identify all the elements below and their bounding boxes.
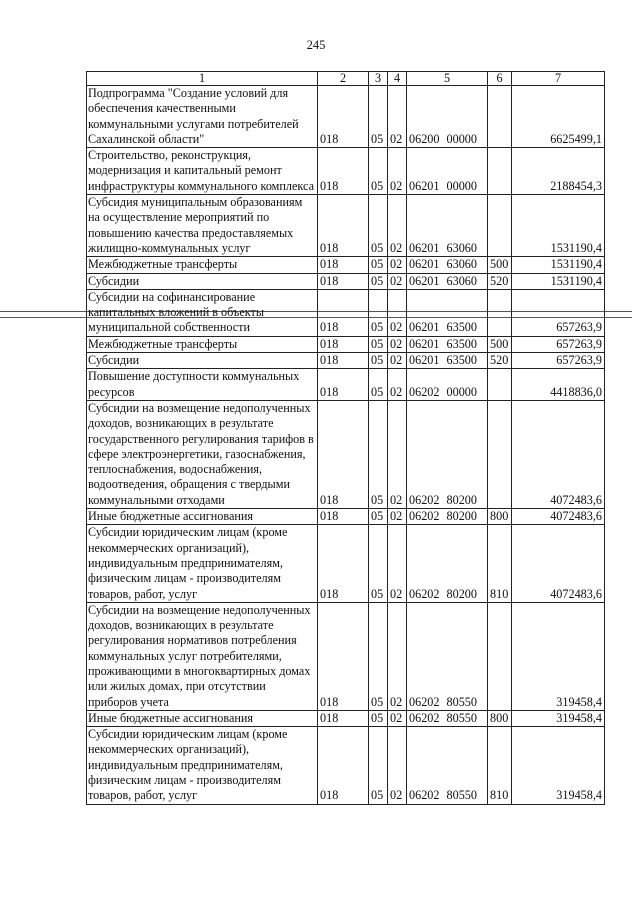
target-article-code: 06202 00000: [407, 369, 488, 401]
subsection-code: 02: [388, 257, 407, 273]
ministry-code: 018: [318, 289, 369, 336]
target-article-code: 06202 80200: [407, 525, 488, 602]
row-name: Иные бюджетные ассигнования: [87, 509, 318, 525]
expense-type-code: 520: [488, 273, 512, 289]
subsection-code: 02: [388, 509, 407, 525]
ministry-code: 018: [318, 336, 369, 352]
amount-value: 6625499,1: [512, 86, 605, 148]
amount-value: 1531190,4: [512, 257, 605, 273]
target-article-code: 06202 80550: [407, 727, 488, 804]
table-row: [87, 257, 605, 273]
section-code: 05: [369, 148, 388, 195]
subsection-code: 02: [388, 400, 407, 508]
subsection-code: 02: [388, 710, 407, 726]
section-code: 05: [369, 525, 388, 602]
row-name: Иные бюджетные ассигнования: [87, 710, 318, 726]
expense-type-code: 810: [488, 727, 512, 804]
subsection-code: 02: [388, 525, 407, 602]
table-row: [87, 195, 605, 257]
row-name: Субсидии на возмещение недополученных доходов, возникающих в результате регулирования нормативов потребления коммунальных услуг потребителями, проживающими в многоквартирных домах или жилых домах, при отсутствии приборов учета: [87, 602, 318, 710]
target-article-code: 06201 63060: [407, 195, 488, 257]
amount-value: 319458,4: [512, 602, 605, 710]
section-code: 05: [369, 509, 388, 525]
target-article-code: 06202 80550: [407, 710, 488, 726]
target-article-code: 06202 80200: [407, 400, 488, 508]
row-name: Субсидии на софинансирование капитальных вложений в объекты муниципальной собственности: [87, 289, 318, 336]
ministry-code: 018: [318, 148, 369, 195]
amount-value: 4418836,0: [512, 369, 605, 401]
table-row: [87, 727, 605, 804]
ministry-code: 018: [318, 353, 369, 369]
amount-value: 657263,9: [512, 289, 605, 336]
section-code: 05: [369, 369, 388, 401]
column-header: 2: [318, 72, 369, 86]
expense-type-code: 810: [488, 525, 512, 602]
ministry-code: 018: [318, 525, 369, 602]
target-article-code: 06202 80550: [407, 602, 488, 710]
expense-type-code: 520: [488, 353, 512, 369]
target-article-code: 06201 63500: [407, 336, 488, 352]
subsection-code: 02: [388, 353, 407, 369]
expense-type-code: [488, 148, 512, 195]
ministry-code: 018: [318, 86, 369, 148]
table-row: [87, 525, 605, 602]
target-article-code: 06201 63500: [407, 353, 488, 369]
table-row: [87, 369, 605, 401]
section-code: 05: [369, 336, 388, 352]
ministry-code: 018: [318, 195, 369, 257]
section-code: 05: [369, 86, 388, 148]
amount-value: 1531190,4: [512, 195, 605, 257]
expense-type-code: 500: [488, 257, 512, 273]
amount-value: 4072483,6: [512, 400, 605, 508]
amount-value: 1531190,4: [512, 273, 605, 289]
ministry-code: 018: [318, 602, 369, 710]
row-name: Межбюджетные трансферты: [87, 336, 318, 352]
table-row: [87, 148, 605, 195]
subsection-code: 02: [388, 289, 407, 336]
row-name: Межбюджетные трансферты: [87, 257, 318, 273]
expense-type-code: [488, 195, 512, 257]
subsection-code: 02: [388, 727, 407, 804]
expense-type-code: [488, 369, 512, 401]
table-row: [87, 710, 605, 726]
column-header: 3: [369, 72, 388, 86]
ministry-code: 018: [318, 257, 369, 273]
section-code: 05: [369, 289, 388, 336]
budget-table: [86, 71, 605, 805]
target-article-code: 06200 00000: [407, 86, 488, 148]
subsection-code: 02: [388, 86, 407, 148]
expense-type-code: [488, 602, 512, 710]
subsection-code: 02: [388, 602, 407, 710]
ministry-code: 018: [318, 727, 369, 804]
row-name: Субсидии: [87, 353, 318, 369]
section-code: 05: [369, 710, 388, 726]
row-name: Строительство, реконструкция, модернизация и капитальный ремонт инфраструктуры коммунального комплекса: [87, 148, 318, 195]
amount-value: 4072483,6: [512, 525, 605, 602]
column-header: 4: [388, 72, 407, 86]
table-row: [87, 289, 605, 336]
section-code: 05: [369, 353, 388, 369]
subsection-code: 02: [388, 195, 407, 257]
row-name: Субсидии: [87, 273, 318, 289]
table-row: [87, 273, 605, 289]
row-name: Подпрограмма "Создание условий для обеспечения качественными коммунальными услугами потребителей Сахалинской области": [87, 86, 318, 148]
section-code: 05: [369, 273, 388, 289]
target-article-code: 06201 63060: [407, 273, 488, 289]
table-row: [87, 336, 605, 352]
amount-value: 657263,9: [512, 336, 605, 352]
expense-type-code: [488, 86, 512, 148]
target-article-code: 06201 00000: [407, 148, 488, 195]
amount-value: 319458,4: [512, 710, 605, 726]
row-name: Субсидия муниципальным образованиям на осуществление мероприятий по повышению качества предоставляемых жилищно-коммунальных услуг: [87, 195, 318, 257]
table-row: [87, 509, 605, 525]
table-row: [87, 86, 605, 148]
target-article-code: 06201 63500: [407, 289, 488, 336]
ministry-code: 018: [318, 273, 369, 289]
table-header-row: [87, 72, 605, 86]
ministry-code: 018: [318, 710, 369, 726]
section-code: 05: [369, 400, 388, 508]
section-code: 05: [369, 602, 388, 710]
column-header: 5: [407, 72, 488, 86]
row-name: Повышение доступности коммунальных ресурсов: [87, 369, 318, 401]
ministry-code: 018: [318, 509, 369, 525]
expense-type-code: [488, 400, 512, 508]
subsection-code: 02: [388, 148, 407, 195]
target-article-code: 06202 80200: [407, 509, 488, 525]
section-code: 05: [369, 257, 388, 273]
column-header: 1: [87, 72, 318, 86]
section-code: 05: [369, 195, 388, 257]
expense-type-code: 800: [488, 710, 512, 726]
amount-value: 657263,9: [512, 353, 605, 369]
page-number: 245: [306, 38, 326, 52]
row-name: Субсидии юридическим лицам (кроме некоммерческих организаций), индивидуальным предпринимателям, физическим лицам - производителям товаров, работ, услуг: [87, 525, 318, 602]
amount-value: 4072483,6: [512, 509, 605, 525]
ministry-code: 018: [318, 369, 369, 401]
expense-type-code: 500: [488, 336, 512, 352]
column-header: 7: [512, 72, 605, 86]
amount-value: 319458,4: [512, 727, 605, 804]
ministry-code: 018: [318, 400, 369, 508]
row-name: Субсидии на возмещение недополученных доходов, возникающих в результате государственного регулирования тарифов в сфере электроэнергетики, газоснабжения, теплоснабжения, водоснабжения, водоотведения, обращения с твердыми коммунальными отходами: [87, 400, 318, 508]
row-name: Субсидии юридическим лицам (кроме некоммерческих организаций), индивидуальным предпринимателям, физическим лицам - производителям товаров, работ, услуг: [87, 727, 318, 804]
expense-type-code: 800: [488, 509, 512, 525]
table-row: [87, 353, 605, 369]
table-row: [87, 400, 605, 508]
subsection-code: 02: [388, 369, 407, 401]
subsection-code: 02: [388, 273, 407, 289]
table-row: [87, 602, 605, 710]
subsection-code: 02: [388, 336, 407, 352]
expense-type-code: [488, 289, 512, 336]
section-code: 05: [369, 727, 388, 804]
column-header: 6: [488, 72, 512, 86]
amount-value: 2188454,3: [512, 148, 605, 195]
target-article-code: 06201 63060: [407, 257, 488, 273]
